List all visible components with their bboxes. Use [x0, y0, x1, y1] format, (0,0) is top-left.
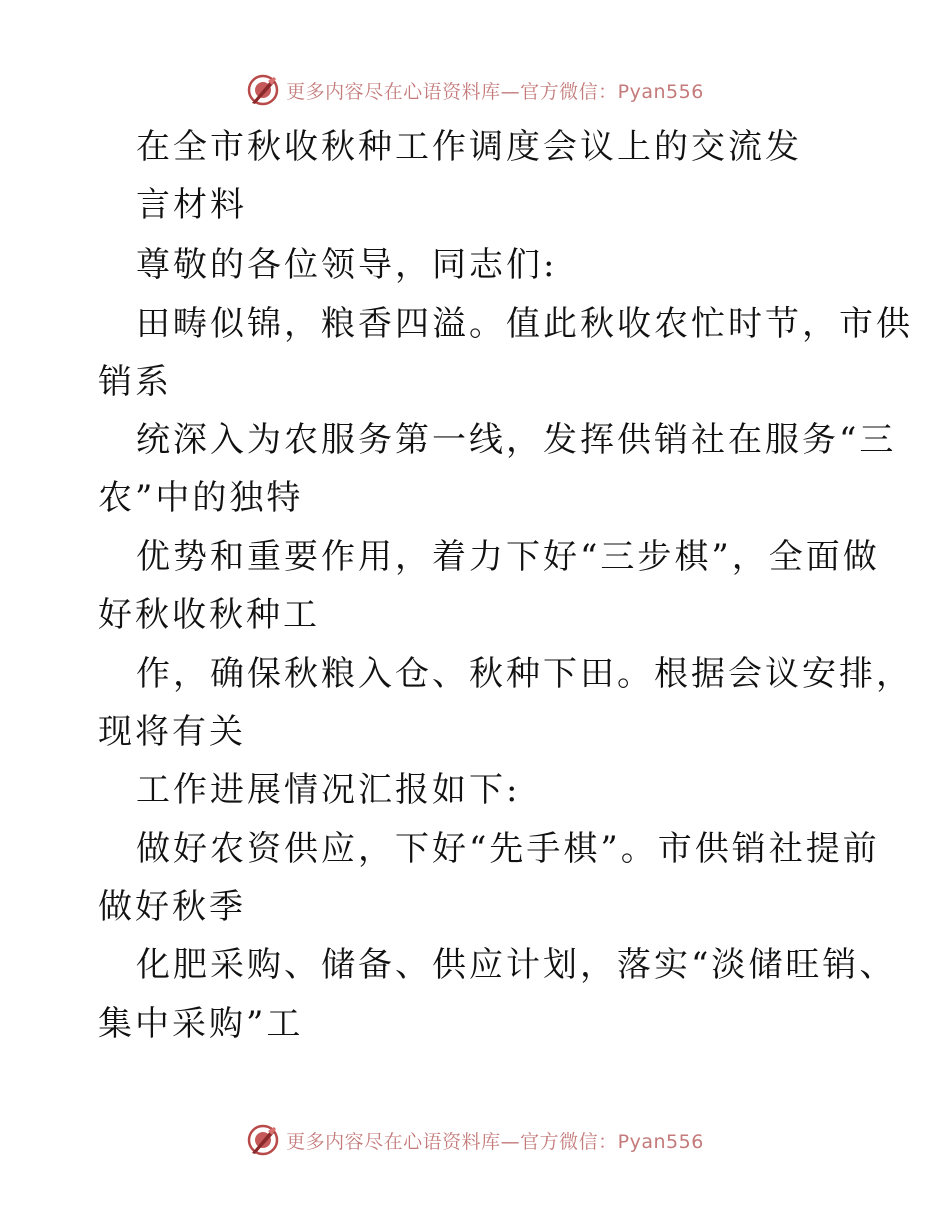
quill-seal-icon [246, 73, 280, 107]
footer-watermark [0, 1120, 950, 1160]
paragraph-line: 集中采购”工 [98, 1004, 304, 1044]
paragraph-line: 田畴似锦，粮香四溢。值此秋收农忙时节，市供 [136, 304, 913, 344]
watermark-text: 更多内容尽在心语资料库—官方微信：Pyan556 [286, 1130, 704, 1153]
paragraph-line: 优势和重要作用，着力下好“三步棋”，全面做 [136, 537, 880, 577]
paragraph-line: 现将有关 [98, 712, 246, 752]
quill-seal-icon [246, 1123, 280, 1157]
header-watermark [0, 70, 950, 110]
paragraph-line: 做好秋季 [98, 887, 246, 927]
salutation: 尊敬的各位领导，同志们: [136, 245, 558, 285]
document-title-line-1: 在全市秋收秋种工作调度会议上的交流发 [136, 127, 802, 167]
paragraph-line: 好秋收秋种工 [98, 595, 320, 635]
paragraph-line: 工作进展情况汇报如下: [136, 770, 521, 810]
paragraph-line: 作，确保秋粮入仓、秋种下田。根据会议安排， [136, 654, 913, 694]
watermark-text: 更多内容尽在心语资料库—官方微信：Pyan556 [286, 80, 704, 103]
paragraph-line: 销系 [98, 362, 172, 402]
paragraph-line: 统深入为农服务第一线，发挥供销社在服务“三 [136, 420, 897, 460]
paragraph-line: 做好农资供应，下好“先手棋”。市供销社提前 [136, 829, 880, 869]
document-title-line-2: 言材料 [136, 185, 247, 225]
paragraph-line: 农”中的独特 [98, 478, 304, 518]
paragraph-line: 化肥采购、储备、供应计划，落实“淡储旺销、 [136, 945, 897, 985]
